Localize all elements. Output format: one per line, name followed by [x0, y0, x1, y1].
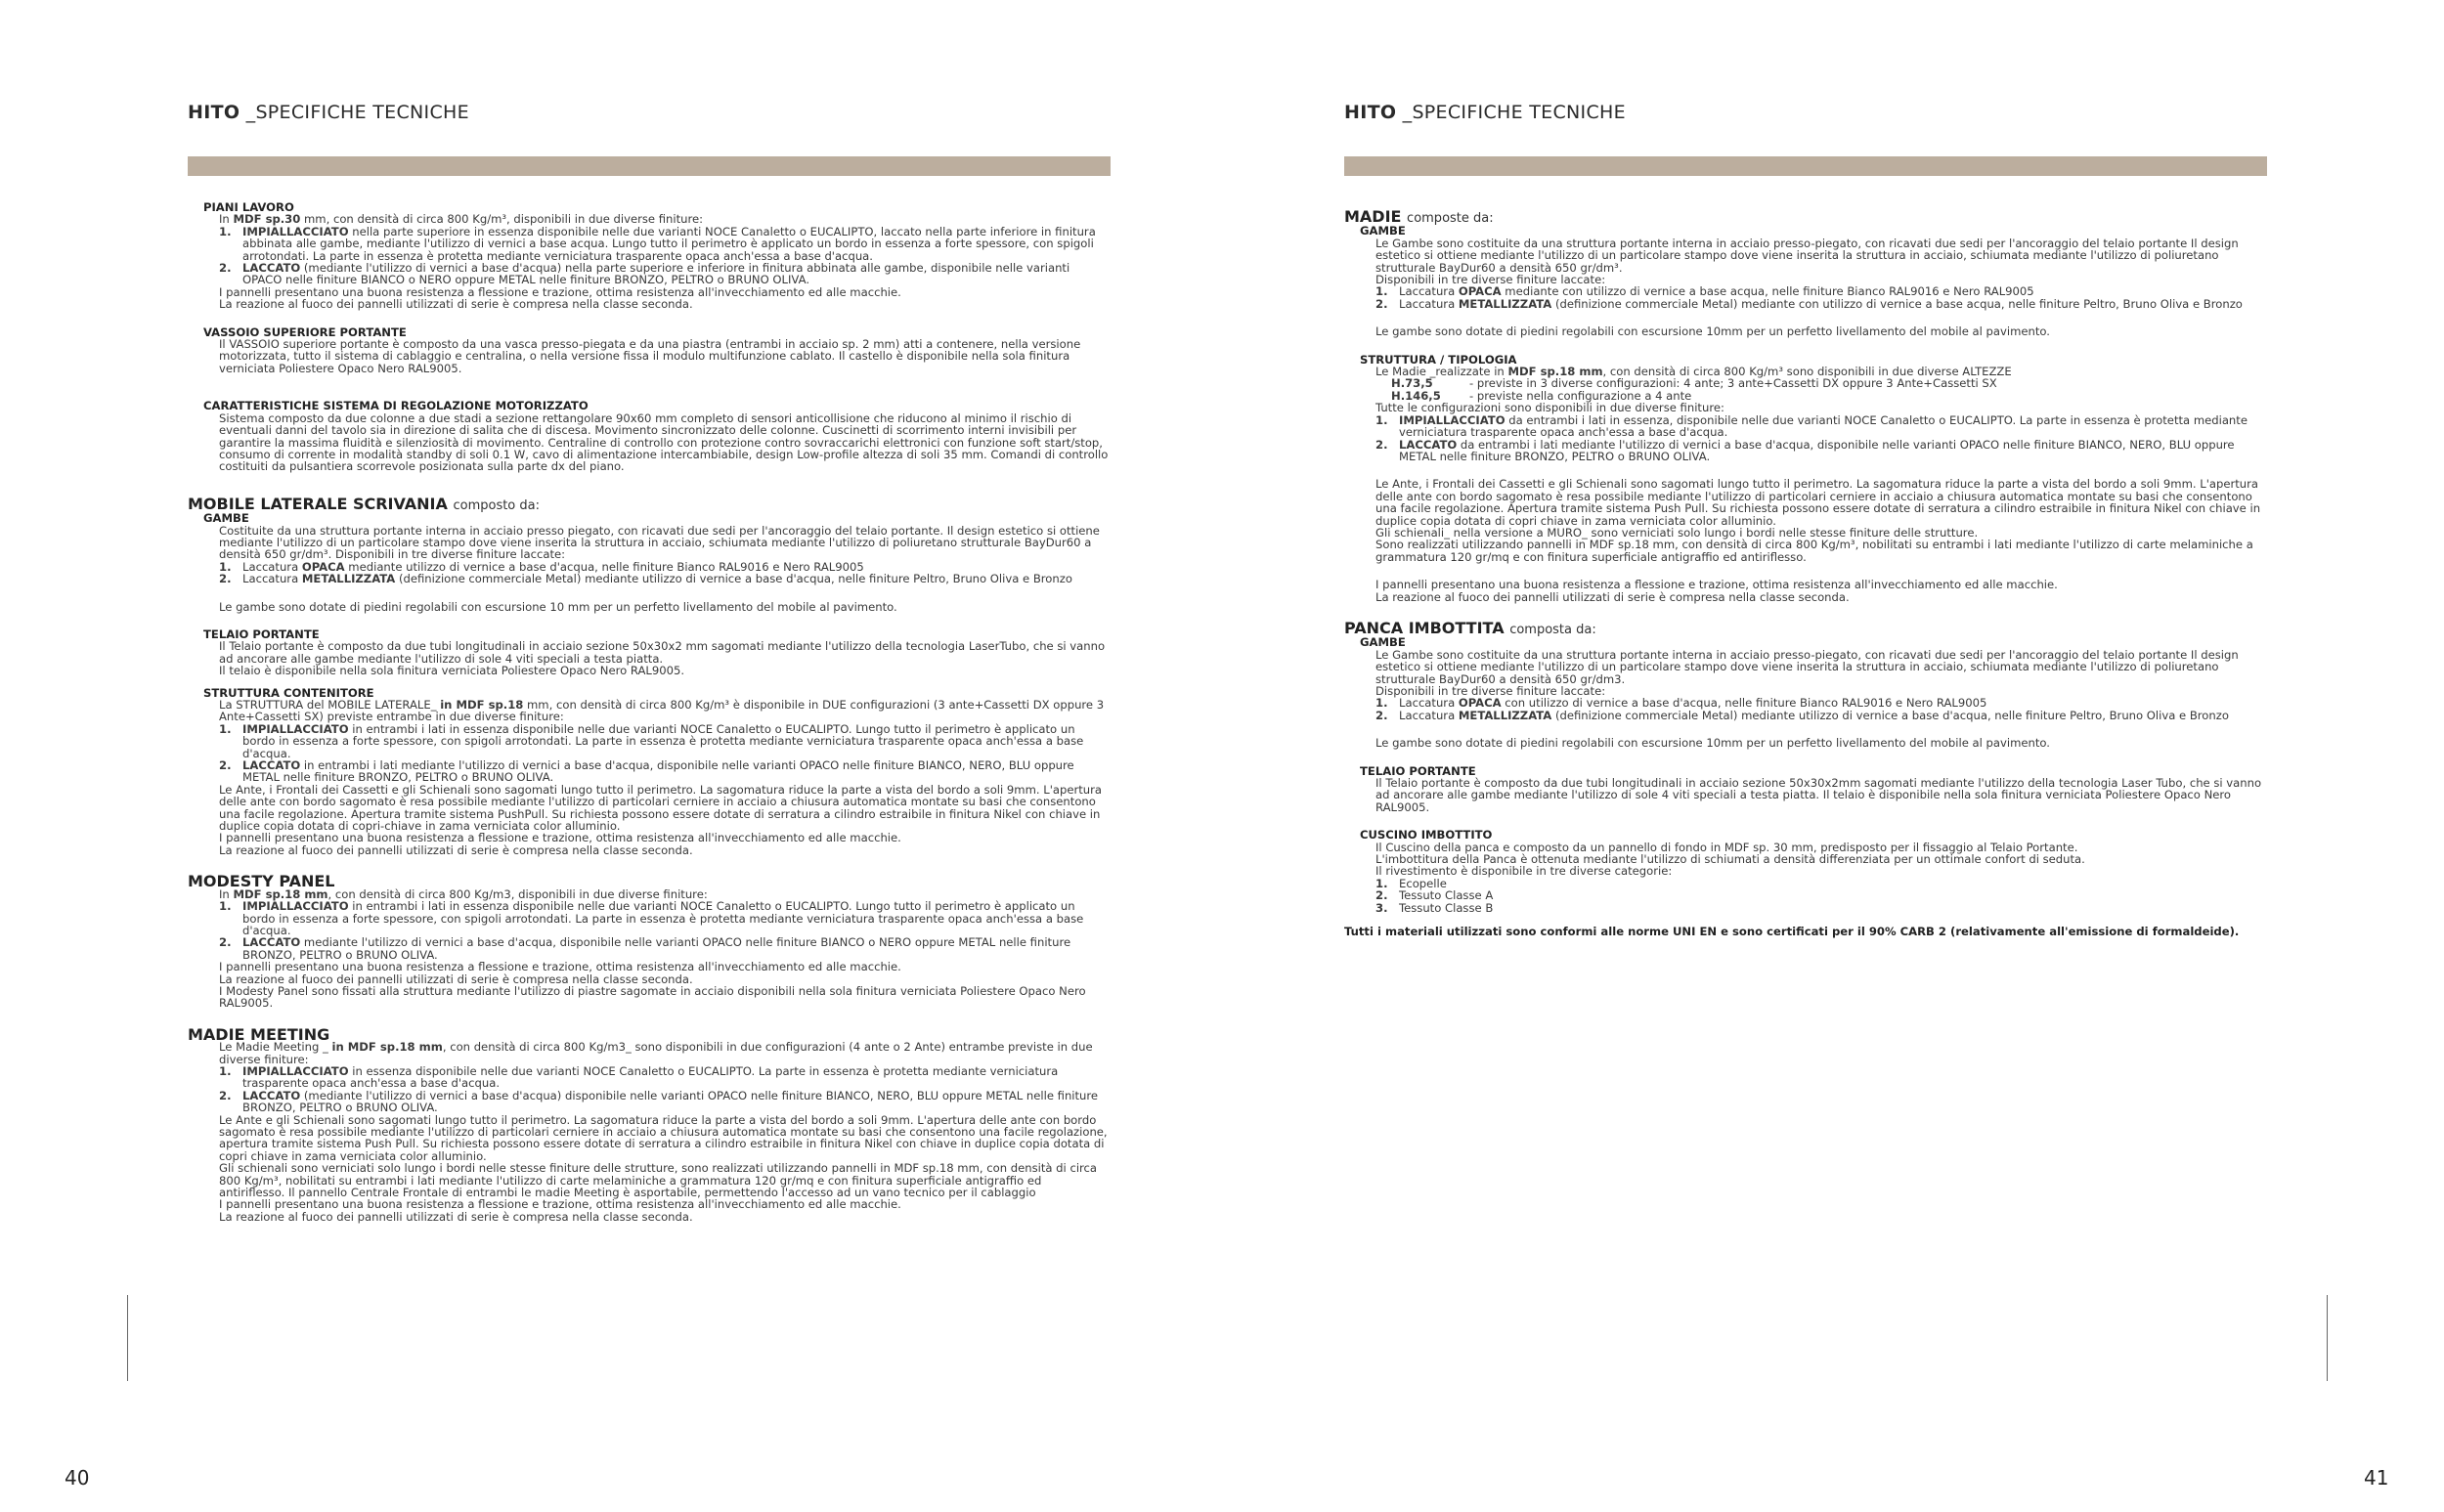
list-item: 2. LACCATO (mediante l'utilizzo di vernici a base d'acqua) disponibile nelle varianti OPACO nelle finiture BIANCO, NERO, BLU oppure METAL nelle finiture BRONZO, PELTRO o BRUNO OLIVA. — [219, 1088, 1099, 1115]
section-panca — [1344, 618, 2267, 915]
paragraph: I pannelli presentano una buona resistenza a flessione e trazione, ottima resistenza all'invecchiamento ed alle macchie. — [1375, 578, 2058, 592]
paragraph: Sono realizzati utilizzando pannelli in MDF sp.18 mm, con densità di circa 800 Kg/m³, nobilitati su entrambi i lati mediante l'utilizzo di carte melaminiche a grammatura 120 gr/mq e con finitura superficiale antigraffio ed antiriflesso. — [1375, 538, 2253, 564]
paragraph: Le gambe sono dotate di piedini regolabili con escursione 10mm per un perfetto livellamento del mobile al pavimento. — [1375, 736, 2050, 751]
list-item: 2. LACCATO (mediante l'utilizzo di vernici a base d'acqua) nella parte superiore e inferiore in finitura abbinata alle gambe, disponibile nelle varianti OPACO nelle finiture BIANCO o NERO oppure METAL nelle finiture BRONZO, PELTRO o BRUNO OLIVA. — [219, 261, 1070, 287]
paragraph: Il Telaio portante è composto da due tubi longitudinali in acciaio sezione 50x30x2 mm sagomati mediante l'utilizzo della tecnologia LaserTubo, che si vanno ad ancorare alle gambe mediante l'utilizzo di sole 4 viti speciali a testa piatta. — [219, 639, 1106, 666]
header-brand: HITO — [1344, 102, 1397, 123]
list — [203, 226, 1111, 286]
paragraph: I pannelli presentano una buona resistenza a flessione e trazione, ottima resistenza all'invecchiamento ed alle macchie. — [219, 960, 901, 974]
section-title: CUSCINO IMBOTTITO — [1360, 828, 1493, 842]
section-title: GAMBE — [1360, 635, 1406, 650]
list-item: 1. IMPIALLACCIATO in essenza disponibile nelle due varianti NOCE Canaletto o EUCALIPTO. La parte in essenza è protetta mediante verniciatura trasparente opaca anch'essa a base d'acqua. — [219, 1063, 1059, 1091]
section-title: STRUTTURA / TIPOLOGIA — [1360, 352, 1517, 367]
list-item: 2. Tessuto Classe A — [1375, 888, 1494, 903]
paragraph: Le gambe sono dotate di piedini regolabili con escursione 10 mm per un perfetto livellamento del mobile al pavimento. — [219, 599, 897, 614]
paragraph: Gli schienali sono verniciati solo lungo i bordi nelle stesse finiture delle strutture, sono realizzati utilizzando pannelli in MDF sp.18 mm, con densità di circa 800 Kg/m³, nobilitati su entrambi i lati mediante l'utilizzo di carte melaminiche a grammatura 120 gr/mq e con finitura superficiale antigraffio ed antiriflesso. Il pannello Centrale Frontale di entrambi le madie Meeting è asportabile, permettendo l'accesso ad un vano tecnico per il cablaggio — [219, 1161, 1098, 1200]
section-vassoio — [188, 326, 1111, 375]
paragraph: Il Cuscino della panca e composto da un pannello di fondo in MDF sp. 30 mm, predisposto per il fissaggio al Telaio Portante. — [1375, 840, 2078, 854]
header-bar — [188, 156, 1111, 176]
section-title: STRUTTURA CONTENITORE — [203, 685, 374, 700]
paragraph: Gli schienali_ nella versione a MURO_ sono verniciati solo lungo i bordi nelle stesse finiture delle strutture. — [1375, 525, 1979, 540]
section-modesty-panel — [188, 872, 1111, 1011]
paragraph: Le gambe sono dotate di piedini regolabili con escursione 10mm per un perfetto livellamento del mobile al pavimento. — [1375, 324, 2050, 339]
paragraph: Il telaio è disponibile nella sola finitura verniciata Poliestere Opaco Nero RAL9005. — [219, 664, 685, 678]
paragraph: Le Madie Meeting _ in MDF sp.18 mm, con densità di circa 800 Kg/m3_ sono disponibili in due configurazioni (4 ante o 2 Ante) entrambe previste in due diverse finiture: — [219, 1040, 1093, 1066]
list-item: 1. Laccatura OPACA con utilizzo di vernice a base d'acqua, nelle finiture Bianco RAL9016 e Nero RAL9005 — [1375, 696, 1987, 711]
paragraph: Il rivestimento è disponibile in tre diverse categorie: — [1375, 864, 1673, 879]
margin-line — [2327, 1295, 2328, 1381]
paragraph: In MDF sp.18 mm, con densità di circa 800 Kg/m3, disponibili in due diverse finiture: — [219, 886, 708, 901]
section-title: TELAIO PORTANTE — [1360, 763, 1476, 778]
paragraph: La reazione al fuoco dei pannelli utilizzati di serie è compresa nella classe seconda. — [219, 297, 693, 312]
section-title: TELAIO PORTANTE — [203, 626, 320, 641]
section-caratteristiche — [188, 400, 1111, 472]
section-title: GAMBE — [203, 511, 249, 526]
paragraph: I pannelli presentano una buona resistenza a flessione e trazione, ottima resistenza all'invecchiamento ed alle macchie. — [219, 831, 901, 845]
paragraph: Sistema composto da due colonne a due stadi a sezione rettangolare 90x60 mm completo di sensori anticollisione che riducono al minimo il rischio di eventuali danni del tavolo sia in direzione di salita che di discesa. Movimento sincronizzato delle colonne. Cuscinetti di scorrimento interni invisibili per garantire la massima fluidità e silenziosità di movimento. Centraline di controllo con protezione contro sovraccarichi elettronici con funzione soft start/stop, consumo di corrente in modalità standby di soli 0.1 W, cavo di alimentazione intercambiabile, design Low-profile altezza di soli 35 mm. Comandi di controllo costituiti da pulsantiera scorrevole posizionata sulla parte dx del piano. — [219, 410, 1109, 474]
list-item: 2. Laccatura METALLIZZATA (definizione commerciale Metal) mediante utilizzo di vernice a base d'acqua, nelle finiture Peltro, Bruno Oliva e Bronzo — [219, 572, 1072, 586]
section-madie-meeting — [188, 1024, 1111, 1224]
list-item: 2. Laccatura METALLIZZATA (definizione commerciale Metal) mediante utilizzo di vernice a base d'acqua, nelle finiture Peltro, Bruno Oliva e Bronzo — [1375, 708, 2229, 722]
paragraph: La reazione al fuoco dei pannelli utilizzati di serie è compresa nella classe seconda. — [219, 842, 693, 857]
list-item: 1. IMPIALLACCIATO in entrambi i lati in essenza disponibile nelle due varianti NOCE Canaletto o EUCALIPTO. Lungo tutto il perimetro è applicato un bordo in essenza a forte spessore, con spigoli arrotondati. La parte in essenza è protetta mediante verniciatura trasparente opaca anch'essa a base d'acqua. — [219, 721, 1084, 760]
final-note: Tutti i materiali utilizzati sono conformi alle norme UNI EN e sono certificati per il 90% CARB 2 (relativamente all'emissione di formaldeide). — [1344, 925, 2240, 939]
section-title: GAMBE — [1360, 224, 1406, 238]
block-title: MADIE MEETING — [188, 1024, 330, 1044]
list-item: 1. IMPIALLACCIATO da entrambi i lati in essenza, disponibile nelle due varianti NOCE Canaletto o EUCALIPTO. La parte in essenza è protetta mediante verniciatura trasparente opaca anch'essa a base d'acqua. — [1375, 412, 2248, 440]
section-mobile-laterale — [188, 494, 1111, 857]
block-title: MADIE composte da: — [1344, 207, 1494, 226]
list-item: 3. Tessuto Classe B — [1375, 900, 1494, 915]
paragraph: L'imbottitura della Panca è ottenuta mediante l'utilizzo di schiumati a densità differenziata per un ottimale confort di seduta. — [1375, 852, 2085, 867]
paragraph: Le Gambe sono costituite da una struttura portante interna in acciaio presso-piegato, con ricavati due sedi per l'ancoraggio del telaio portante Il design estetico si ottiene mediante l'utilizzo di un particolare stampo dove viene inserita la struttura in acciaio, schiumata mediante l'utilizzo di poliuretano strutturale BayDur60 a densità 650 gr/dm³. — [1375, 236, 2239, 275]
list-item: 1. IMPIALLACCIATO nella parte superiore in essenza disponibile nelle due varianti NOCE Canaletto o EUCALIPTO, laccato nella parte inferiore in finitura abbinata alle gambe, mediante l'utilizzo di vernici a base acqua. Lungo tutto il perimetro è applicato un bordo in essenza a forte spessore, con spigoli arrotondati. La parte in essenza è protetta mediante verniciatura trasparente opaca anch'essa a base d'acqua. — [219, 224, 1096, 263]
paragraph: Tutte le configurazioni sono disponibili in due diverse finiture: — [1375, 401, 1724, 415]
paragraph: Le Madie _realizzate in MDF sp.18 mm, con densità di circa 800 Kg/m³ sono disponibili in due diverse ALTEZZE — [1375, 365, 2012, 379]
page-header — [1344, 102, 1626, 123]
list-item: 1. IMPIALLACCIATO in entrambi i lati in essenza disponibile nelle due varianti NOCE Canaletto o EUCALIPTO. Lungo tutto il perimetro è applicato un bordo in essenza a forte spessore, con spigoli arrotondati. La parte in essenza è protetta mediante verniciatura trasparente opaca anch'essa a base d'acqua. — [219, 899, 1084, 937]
header-title: _SPECIFICHE TECNICHE — [245, 102, 469, 123]
height-row: H.73,5 - previste in 3 diverse configurazioni: 4 ante; 3 ante+Cassetti DX oppure 3 Ante+Cassetti SX — [1391, 376, 1997, 391]
list-item: 2. Laccatura METALLIZZATA (definizione commerciale Metal) mediante con utilizzo di vernice a base acqua, nelle finiture Peltro, Bruno Oliva e Bronzo — [1375, 296, 2243, 311]
page-header — [188, 102, 469, 123]
block-title: PANCA IMBOTTITA composta da: — [1344, 618, 1596, 637]
height-row: H.146,5 - previste nella configurazione a 4 ante — [1391, 388, 1692, 403]
header-brand: HITO — [188, 102, 240, 123]
header-title: _SPECIFICHE TECNICHE — [1402, 102, 1626, 123]
list-item: 1. Ecopelle — [1375, 876, 1447, 890]
page-number: 41 — [2364, 1466, 2389, 1490]
paragraph: Disponibili in tre diverse finiture laccate: — [1375, 684, 1606, 698]
right-content — [1344, 201, 2267, 938]
paragraph: Le Ante, i Frontali dei Cassetti e gli Schienali sono sagomati lungo tutto il perimetro. La sagomatura riduce la parte a vista del bordo a soli 9mm. L'apertura delle ante con bordo sagomato è resa possibile mediante l'utilizzo di particolari cerniere in acciaio a chiusura automatica montate su basi che consentono una facile regolazione. Apertura tramite sistema PushPull. Su richiesta possono essere dotate di serratura a cilindro estraibile in finitura Nikel con chiave in duplice copia dotata di copri-chiave in zama verniciata color alluminio. — [219, 782, 1103, 834]
section-title: VASSOIO SUPERIORE PORTANTE — [203, 324, 407, 339]
margin-line — [127, 1295, 128, 1381]
paragraph: I Modesty Panel sono fissati alla struttura mediante l'utilizzo di piastre sagomate in acciaio disponibili nella sola finitura verniciata Poliestere Opaco Nero RAL9005. — [219, 983, 1086, 1011]
block-title: MODESTY PANEL — [188, 872, 335, 891]
list-item: 2. LACCATO in entrambi i lati mediante l'utilizzo di vernici a base d'acqua, disponibile nelle varianti OPACO nelle finiture BIANCO, NERO, BLU oppure METAL nelle finiture BRONZO, PELTRO o BRUNO OLIVA. — [219, 758, 1074, 785]
paragraph: Il Telaio portante è composto da due tubi longitudinali in acciaio sezione 50x30x2mm sagomati mediante l'utilizzo della tecnologia Laser Tubo, che si vanno ad ancorare alle gambe mediante l'utilizzo di sole 4 viti speciali a testa piatta. Il telaio è disponibile nella sola finitura verniciata Poliestere Opaco Nero RAL9005. — [1375, 776, 2262, 814]
paragraph: La reazione al fuoco dei pannelli utilizzati di serie è compresa nella classe seconda. — [219, 972, 693, 986]
list-item: 1. Laccatura OPACA mediante utilizzo di vernice a base d'acqua, nelle finiture Bianco RAL9016 e Nero RAL9005 — [219, 559, 864, 574]
header-bar — [1344, 156, 2267, 176]
paragraph: Costituite da una struttura portante interna in acciaio presso piegato, con ricavati due sedi per l'ancoraggio del telaio portante. Il design estetico si ottiene mediante l'utilizzo di un particolare stampo dove viene inserita la struttura in acciaio, schiumata mediante l'utilizzo di poliuretano strutturale BayDur60 a densità 650 gr/dm³. Disponibili in tre diverse finiture laccate: — [219, 523, 1100, 562]
list-item: 1. Laccatura OPACA mediante con utilizzo di vernice a base acqua, nelle finiture Bianco RAL9016 e Nero RAL9005 — [1375, 284, 2034, 299]
paragraph: La reazione al fuoco dei pannelli utilizzati di serie è compresa nella classe seconda. — [219, 1209, 693, 1224]
list-item: 2. LACCATO mediante l'utilizzo di vernici a base d'acqua, disponibile nelle varianti OPACO nelle finiture BIANCO o NERO oppure METAL nelle finiture BRONZO, PELTRO o BRUNO OLIVA. — [219, 935, 1071, 962]
paragraph: Le Gambe sono costituite da una struttura portante interna in acciaio presso-piegato, con ricavati due sedi per l'ancoraggio del telaio portante Il design estetico si ottiene mediante l'utilizzo di un particolare stampo dove viene inserita la struttura in acciaio, schiumata mediante l'utilizzo di poliuretano strutturale BayDur60 a densità 650 gr/dm3. — [1375, 647, 2239, 686]
list-item: 2. LACCATO da entrambi i lati mediante l'utilizzo di vernici a base d'acqua, disponibile nelle varianti OPACO nelle finiture BIANCO, NERO, BLU oppure METAL nelle finiture BRONZO, PELTRO o BRUNO OLIVA. — [1375, 437, 2235, 463]
paragraph: I pannelli presentano una buona resistenza a flessione e trazione, ottima resistenza all'invecchiamento ed alle macchie. — [219, 1197, 901, 1212]
section-title: PIANI LAVORO — [203, 200, 294, 214]
left-content — [188, 201, 1111, 1223]
paragraph: La STRUTTURA del MOBILE LATERALE_ in MDF sp.18 mm, con densità di circa 800 Kg/m³ è disponibile in DUE configurazioni (3 ante+Cassetti DX oppure 3 Ante+Cassetti SX) previste entrambe in due diverse finiture: — [219, 698, 1105, 724]
paragraph: Le Ante, i Frontali dei Cassetti e gli Schienali sono sagomati lungo tutto il perimetro. La sagomatura riduce la parte a vista del bordo a soli 9mm. L'apertura delle ante con bordo sagomato è resa possibile mediante l'utilizzo di particolari cerniere in acciaio a chiusura automatica montate su basi che consentono una facile regolazione. Apertura tramite sistema Push Pull. Su richiesta possono essere dotate di serratura a cilindro estraibile in finitura Nikel con chiave in duplice copia dotata di copri chiave in zama verniciata color alluminio. — [1375, 477, 2261, 528]
paragraph: I pannelli presentano una buona resistenza a flessione e trazione, ottima resistenza all'invecchiamento ed alle macchie. — [219, 284, 901, 299]
paragraph: Le Ante e gli Schienali sono sagomati lungo tutto il perimetro. La sagomatura riduce la parte a vista del bordo a soli 9mm. L'apertura delle ante con bordo sagomato è resa possibile mediante l'utilizzo di particolari cerniere in acciaio a chiusura automatica montate su basi che consentono una facile regolazione, apertura tramite sistema Push Pull. Su richiesta possono essere dotate di serratura a cilindro estraibile in finitura Nikel con chiave in duplice copia dotata di copri chiave in zama verniciata color alluminio. — [219, 1112, 1108, 1163]
paragraph: Il VASSOIO superiore portante è composto da una vasca presso-piegata e da una piastra (entrambi in acciaio sp. 2 mm) atti a contenere, nella versione motorizzata, tutto il sistema di cablaggio e centralina, o nella versione fissa il modulo multifunzione cablato. Il castello è disponibile nella sola finitura verniciata Poliestere Opaco Nero RAL9005. — [219, 337, 1081, 375]
paragraph: In MDF sp.30 mm, con densità di circa 800 Kg/m³, disponibili in due diverse finiture: — [219, 212, 704, 227]
section-title: CARATTERISTICHE SISTEMA DI REGOLAZIONE MOTORIZZATO — [203, 399, 589, 413]
right-page — [1222, 0, 2444, 1512]
paragraph: La reazione al fuoco dei pannelli utilizzati di serie è compresa nella classe seconda. — [1375, 589, 1850, 604]
paragraph: Disponibili in tre diverse finiture laccate: — [1375, 273, 1606, 287]
section-madie — [1344, 207, 2267, 604]
section-piani — [188, 201, 1111, 311]
page-number: 40 — [65, 1466, 90, 1490]
block-title: MOBILE LATERALE SCRIVANIA composto da: — [188, 494, 540, 513]
